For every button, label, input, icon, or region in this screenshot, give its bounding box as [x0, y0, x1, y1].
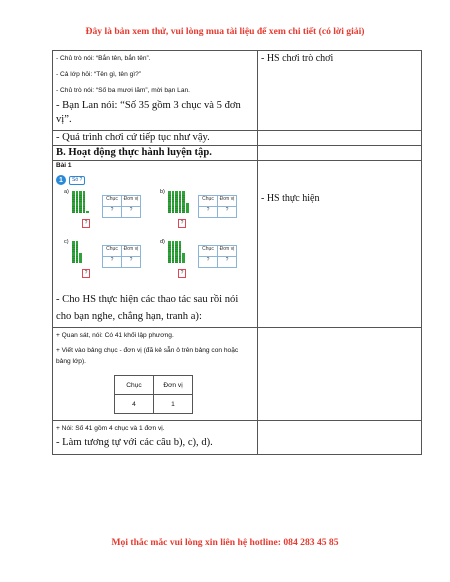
observe-line: + Quan sát, nói: Có 41 khối lập phương.	[56, 332, 174, 339]
tens-value: ?	[199, 207, 218, 218]
answer-box: ?	[82, 219, 90, 228]
exercise-header	[56, 175, 254, 185]
tens-value: ?	[199, 257, 218, 268]
units-value: 1	[154, 395, 193, 414]
student-cell	[258, 146, 422, 161]
figure-letter: a)	[64, 189, 69, 195]
cube-blocks-icon	[168, 191, 189, 213]
answer-box: ?	[178, 269, 186, 278]
figure-letter: d)	[160, 239, 165, 245]
teacher-cell	[53, 328, 258, 421]
header-units: Đơn vị	[218, 246, 237, 257]
header-units: Đơn vị	[154, 376, 193, 395]
student-cell	[258, 421, 422, 455]
place-value-answer-table	[114, 375, 193, 414]
tens-value: ?	[103, 207, 122, 218]
game-line-1: - Chủ trò nói: “Bắn tên, bắn tên”.	[56, 55, 151, 62]
cube-blocks-icon	[168, 241, 185, 263]
figure-a	[64, 189, 154, 235]
figure-b	[160, 189, 250, 235]
section-heading: B. Hoạt động thực hành luyện tập.	[56, 147, 212, 158]
student-note: - HS thực hiện	[261, 193, 320, 204]
exercise-label: Số ?	[69, 176, 85, 185]
student-note: - HS chơi trò chơi	[261, 53, 334, 64]
continue-line: - Quá trình chơi cứ tiếp tục như vậy.	[56, 132, 210, 143]
write-line: + Viết vào bảng chục - đơn vị (đã kẻ sẵn ô trên bảng con hoặc bảng lớp).	[56, 347, 239, 365]
student-cell	[258, 161, 422, 328]
header-tens: Chục	[199, 196, 218, 207]
tens-value: ?	[103, 257, 122, 268]
units-value: ?	[122, 257, 141, 268]
teacher-cell	[53, 421, 258, 455]
student-cell	[258, 328, 422, 421]
figure-letter: b)	[160, 189, 165, 195]
student-cell	[258, 131, 422, 146]
exercise-number: 1	[56, 175, 66, 185]
table-row	[53, 51, 422, 131]
header-units: Đơn vị	[218, 196, 237, 207]
exercise-title: Bài 1	[56, 162, 72, 169]
answer-box: ?	[82, 269, 90, 278]
instruction-text: - Cho HS thực hiện các thao tác sau rồi nói cho bạn nghe, chẳng hạn, tranh a):	[56, 294, 239, 322]
exercise-figures	[56, 187, 254, 287]
cube-blocks-icon	[72, 241, 82, 263]
teacher-cell	[53, 161, 258, 328]
lesson-table	[52, 50, 422, 455]
table-row	[53, 328, 422, 421]
header-tens: Chục	[103, 196, 122, 207]
lan-answer: - Bạn Lan nói: “Số 35 gồm 3 chục và 5 đơn vị”.	[56, 100, 241, 125]
units-value: ?	[122, 207, 141, 218]
figure-c	[64, 239, 154, 285]
hotline-banner: Mọi thắc mắc vui lòng xin liên hệ hotline: 084 283 45 85	[111, 537, 339, 548]
header-tens: Chục	[103, 246, 122, 257]
table-row	[53, 131, 422, 146]
teacher-cell	[53, 146, 258, 161]
repeat-line: - Làm tương tự với các câu b), c), d).	[56, 437, 213, 448]
place-value-table	[198, 195, 237, 218]
header-units: Đơn vị	[122, 246, 141, 257]
game-line-2: - Cả lớp hỏi: “Tên gì, tên gì?”	[56, 71, 141, 78]
preview-banner: Đây là bản xem thử, vui lòng mua tài liệu để xem chi tiết (có lời giải)	[85, 26, 365, 37]
table-row	[53, 146, 422, 161]
say-line: + Nói: Số 41 gồm 4 chục và 1 đơn vị.	[56, 425, 165, 432]
table-row	[53, 421, 422, 455]
units-value: ?	[218, 207, 237, 218]
figure-d	[160, 239, 250, 285]
answer-box: ?	[178, 219, 186, 228]
teacher-cell	[53, 51, 258, 131]
place-value-table	[102, 195, 141, 218]
place-value-table	[198, 245, 237, 268]
teacher-cell	[53, 131, 258, 146]
header-tens: Chục	[115, 376, 154, 395]
units-value: ?	[218, 257, 237, 268]
tens-value: 4	[115, 395, 154, 414]
table-row	[53, 161, 422, 328]
game-line-3: - Chủ trò nói: “Số ba mươi lăm”, mời bạn Lan.	[56, 87, 190, 94]
figure-letter: c)	[64, 239, 69, 245]
header-tens: Chục	[199, 246, 218, 257]
cube-blocks-icon	[72, 191, 89, 213]
place-value-table	[102, 245, 141, 268]
header-units: Đơn vị	[122, 196, 141, 207]
student-cell	[258, 51, 422, 131]
